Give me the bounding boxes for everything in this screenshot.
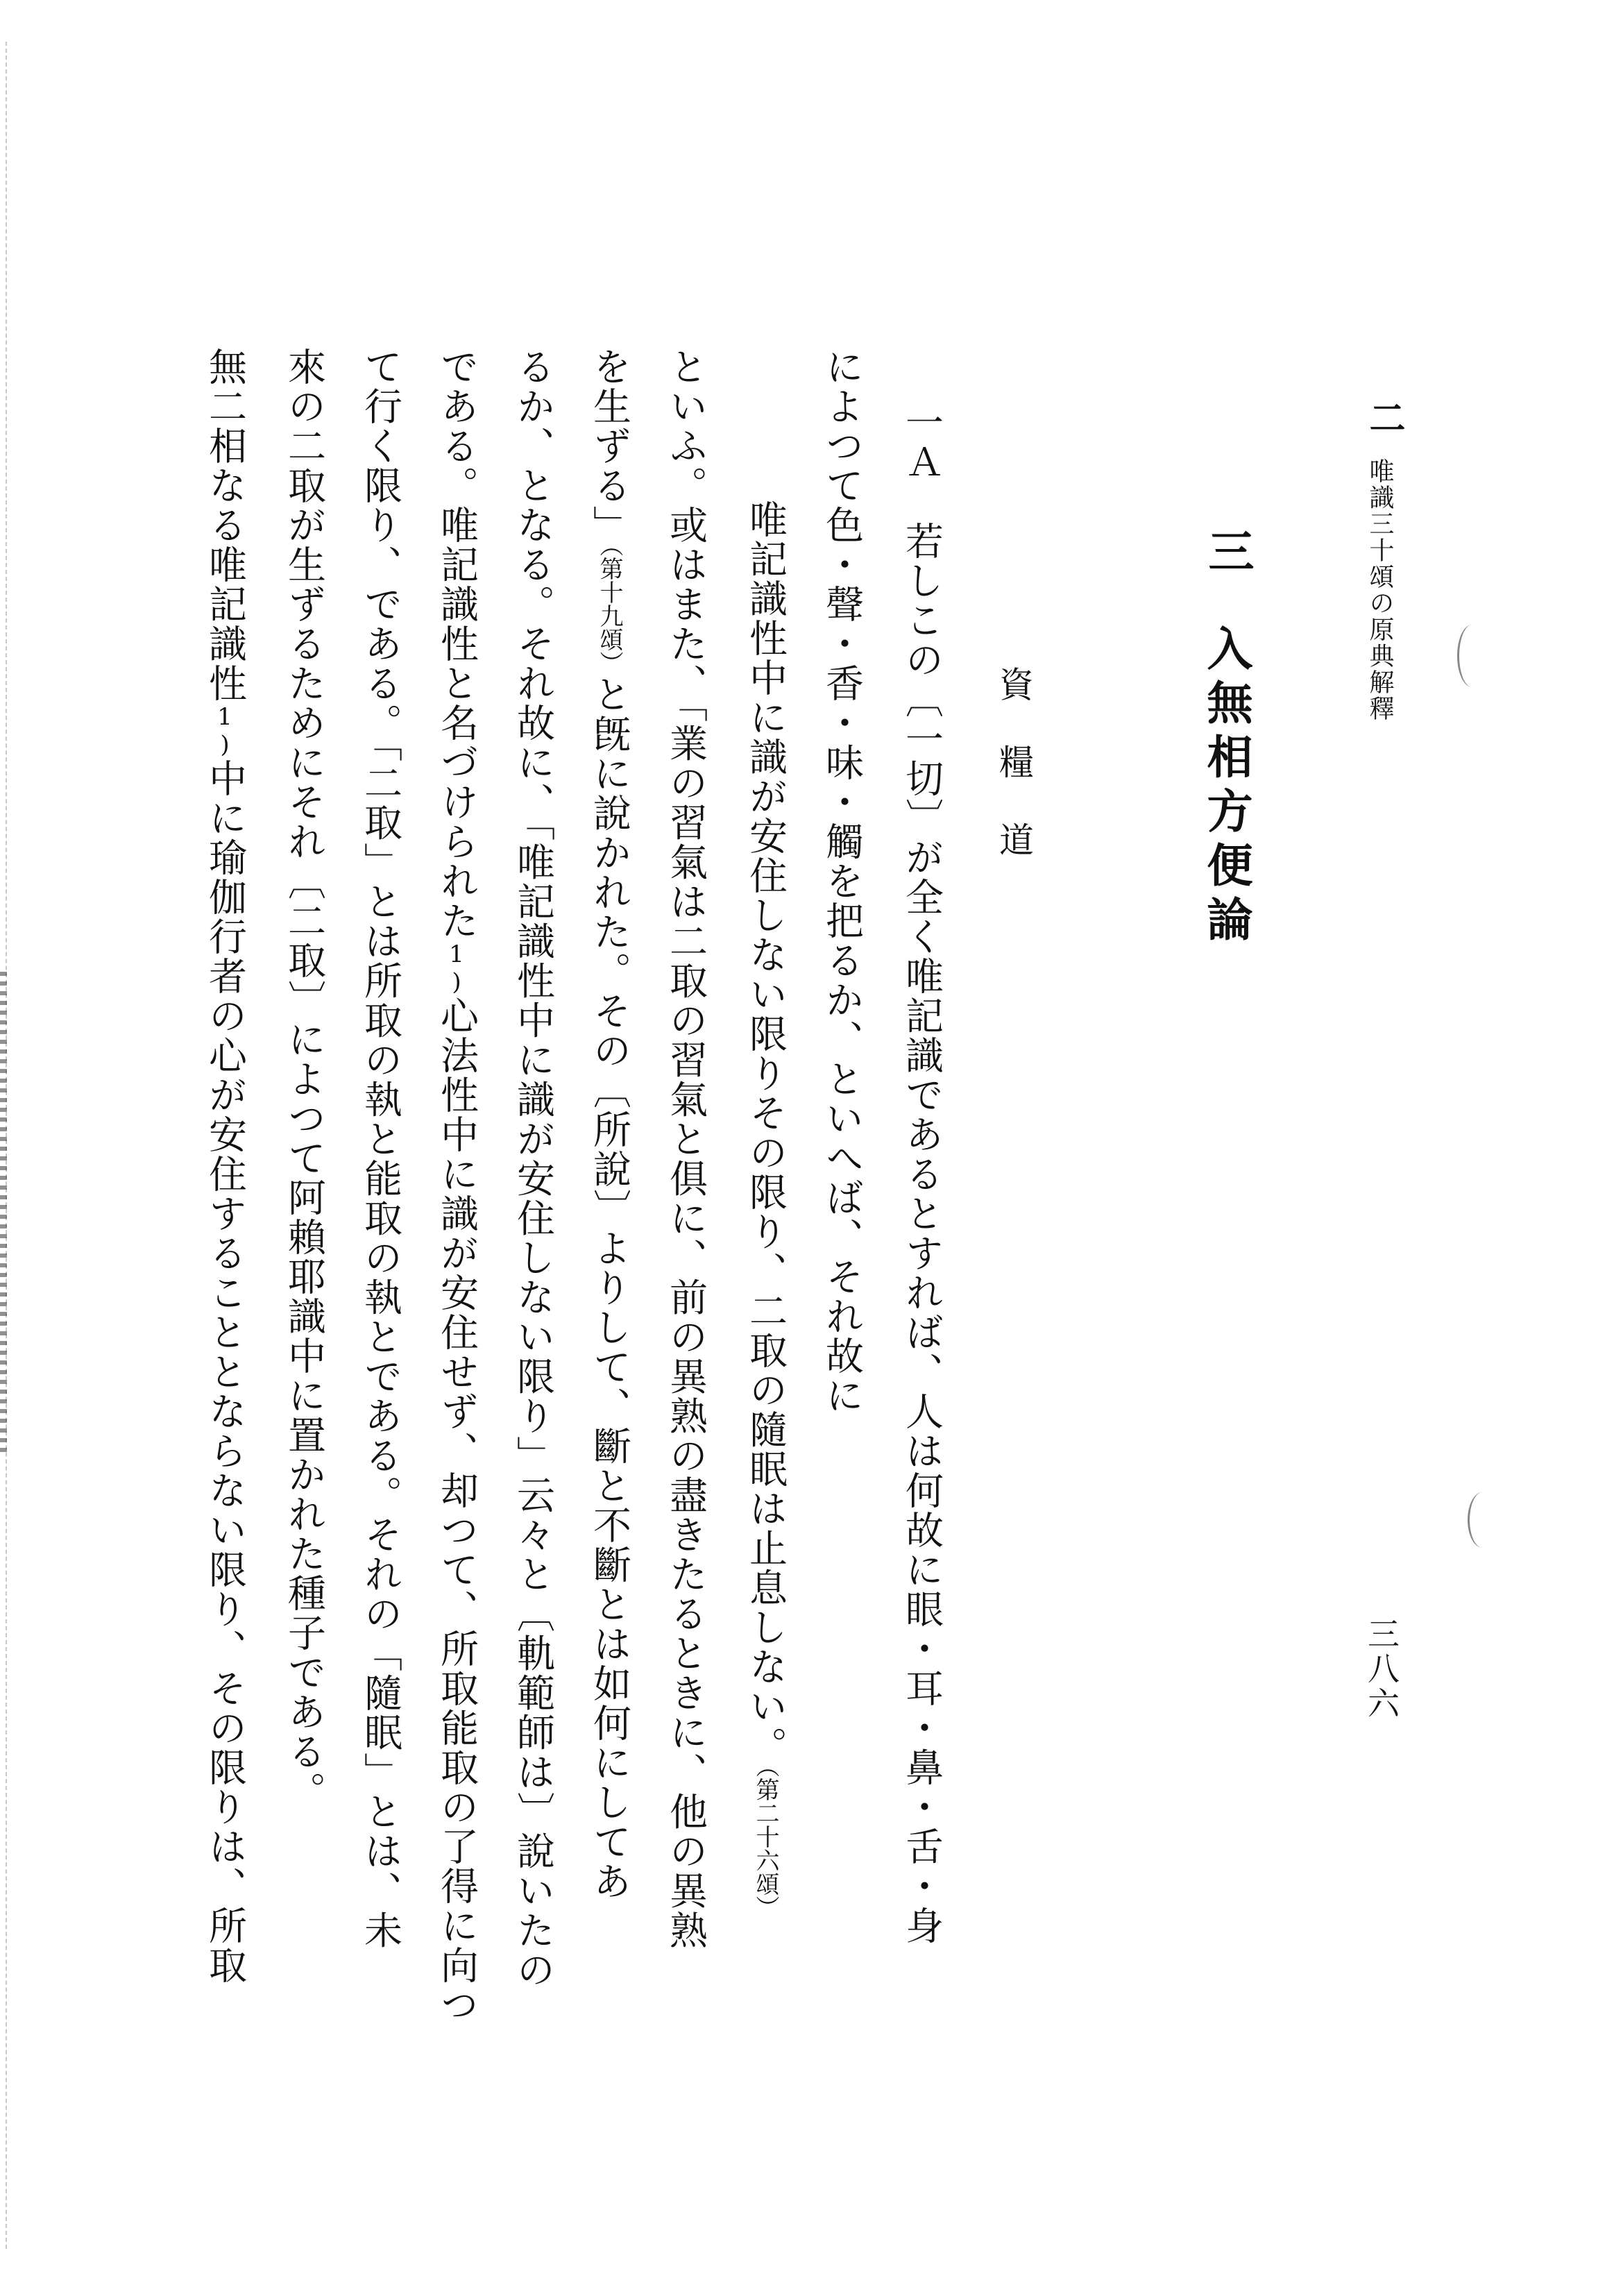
body-text: 唯記識性中に識が安住しない限りその限り、二取の隨眠は止息しない。 xyxy=(743,500,788,1766)
body-line xyxy=(743,500,788,1919)
body-line xyxy=(203,347,247,1985)
body-text: 中に瑜伽行者の心が安住することとならない限り、その限りは、所取 xyxy=(203,759,247,1985)
body-text: と旣に說かれた。その〔所說〕よりして、斷と不斷とは如何にしてあ xyxy=(587,675,631,1901)
body-text: 心法性中に識が安住せず、却つて、所取能取の了得に向つ xyxy=(434,996,479,2025)
footnote-marker: 1) xyxy=(443,940,470,996)
section-title: 入無相方便論 xyxy=(1199,625,1253,949)
body-text: である。唯記識性と名づけられた xyxy=(434,347,479,940)
body-line: 一Ａ 若しこの〔一切〕が全く唯記識であるとすれば、人は何故に眼・耳・鼻・舌・身 xyxy=(899,403,944,1945)
scan-smudge xyxy=(1457,625,1487,687)
body-line xyxy=(587,347,631,1901)
body-line: といふ。或はまた、「業の習氣は二取の習氣と俱に、前の異熟の盡きたるときに、他の異熟 xyxy=(663,347,708,1950)
scan-edge-artifact xyxy=(0,972,7,1458)
body-line: て行く限り、である。「二取」とは所取の執と能取の執とである。それの「隨眠」とは、未 xyxy=(358,347,402,1950)
scan-smudge xyxy=(1468,1492,1497,1548)
section-subtitle: 資糧道 xyxy=(994,666,1034,900)
chapter-number: 二 xyxy=(1363,399,1405,435)
body-line xyxy=(434,347,479,2025)
page-number: 三八六 xyxy=(1363,1617,1400,1721)
body-line: るか、となる。それ故に、「唯記識性中に識が安住しない限り」云々と〔軌範師は〕說いたの xyxy=(511,347,555,1990)
running-title: 唯識三十頌の原典解釋 xyxy=(1366,458,1394,722)
verse-reference: （第十九頌） xyxy=(595,545,623,675)
body-text: を生ずる」 xyxy=(587,347,631,545)
verse-reference: （第二十六頌） xyxy=(751,1766,779,1919)
section-number: 三 xyxy=(1200,527,1255,573)
body-line: によつて色・聲・香・味・觸を把るか、といへば、それ故に xyxy=(819,347,864,1415)
footnote-marker: 1) xyxy=(211,703,239,759)
body-line: 來の二取が生ずるためにそれ〔二取〕によつて阿賴耶識中に置かれた種子である。 xyxy=(282,347,326,1811)
body-text: 無二相なる唯記識性 xyxy=(203,347,247,703)
